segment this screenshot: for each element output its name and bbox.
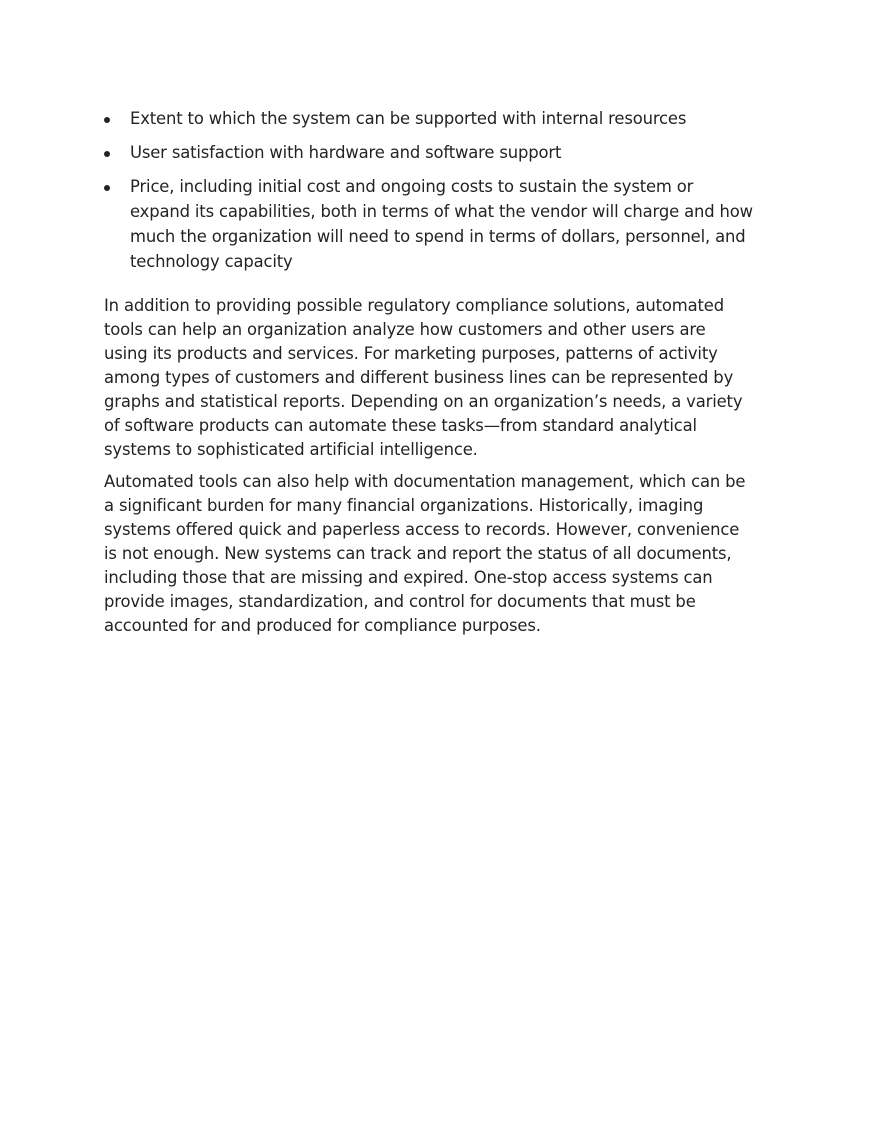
bullet-icon [104,185,110,191]
document-page [104,106,754,638]
body-paragraph: In addition to providing possible regulatory compliance solutions, automated tools can help an organization analyze how customers and other users are using its products and services. For marketing purposes, patterns of activity among types of customers and different business lines can be represented by graphs and statistical reports. Depending on an organization’s needs, a variety of software products can automate these tasks—from standard analytical systems to sophisticated artificial intelligence. [104,296,743,459]
list-item [104,174,754,274]
body-paragraph: Automated tools can also help with documentation management, which can be a significant burden for many financial organizations. Historically, imaging systems offered quick and paperless access to records. However, convenience is not enough. New systems can track and report the status of all documents, including those that are missing and expired. One-stop access systems can provide images, standardization, and control for documents that must be accounted for and produced for compliance purposes. [104,472,746,635]
bullet-list [104,106,754,274]
bullet-text: Price, including initial cost and ongoing costs to sustain the system or expand its capabilities, both in terms of what the vendor will charge and how much the organization will need to spend in terms of dollars, personnel, and technology capacity [130,177,753,271]
list-item [104,106,754,131]
list-item [104,140,754,165]
bullet-text: Extent to which the system can be supported with internal resources [130,109,687,128]
bullet-text: User satisfaction with hardware and software support [130,143,562,162]
bullet-icon [104,151,110,157]
bullet-icon [104,117,110,123]
